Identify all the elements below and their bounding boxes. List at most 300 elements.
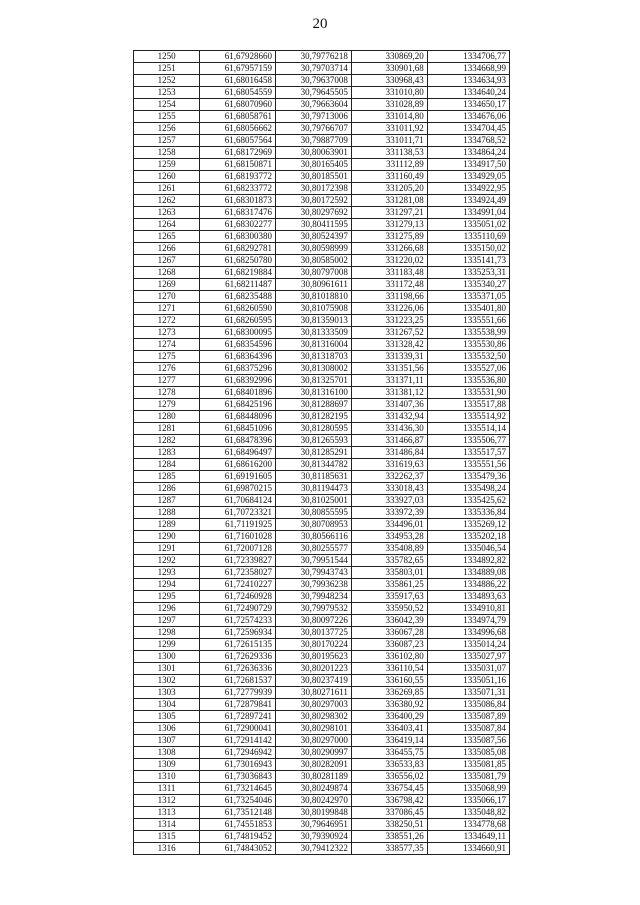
point-number-cell: 1250 bbox=[134, 51, 200, 63]
latitude-cell: 61,68478396 bbox=[200, 435, 276, 447]
x-coordinate-cell: 332262,37 bbox=[351, 471, 427, 483]
x-coordinate-cell: 331011,71 bbox=[351, 135, 427, 147]
point-number-cell: 1282 bbox=[134, 435, 200, 447]
latitude-cell: 61,68070960 bbox=[200, 99, 276, 111]
table-row bbox=[134, 807, 510, 819]
table-row bbox=[134, 75, 510, 87]
longitude-cell: 30,79637008 bbox=[276, 75, 352, 87]
y-coordinate-cell: 1334634,93 bbox=[427, 75, 509, 87]
longitude-cell: 30,81333509 bbox=[276, 327, 352, 339]
x-coordinate-cell: 331267,52 bbox=[351, 327, 427, 339]
longitude-cell: 30,80298302 bbox=[276, 711, 352, 723]
latitude-cell: 61,68058761 bbox=[200, 111, 276, 123]
longitude-cell: 30,80598999 bbox=[276, 243, 352, 255]
longitude-cell: 30,80195623 bbox=[276, 651, 352, 663]
point-number-cell: 1300 bbox=[134, 651, 200, 663]
x-coordinate-cell: 336110,54 bbox=[351, 663, 427, 675]
point-number-cell: 1258 bbox=[134, 147, 200, 159]
y-coordinate-cell: 1335340,27 bbox=[427, 279, 509, 291]
longitude-cell: 30,80298101 bbox=[276, 723, 352, 735]
table-row bbox=[134, 159, 510, 171]
table-row bbox=[134, 51, 510, 63]
longitude-cell: 30,81194473 bbox=[276, 483, 352, 495]
x-coordinate-cell: 331432,94 bbox=[351, 411, 427, 423]
longitude-cell: 30,81280595 bbox=[276, 423, 352, 435]
longitude-cell: 30,80297000 bbox=[276, 735, 352, 747]
x-coordinate-cell: 336042,39 bbox=[351, 615, 427, 627]
y-coordinate-cell: 1335071,31 bbox=[427, 687, 509, 699]
latitude-cell: 61,68302277 bbox=[200, 219, 276, 231]
longitude-cell: 30,81025001 bbox=[276, 495, 352, 507]
point-number-cell: 1273 bbox=[134, 327, 200, 339]
table-row bbox=[134, 711, 510, 723]
point-number-cell: 1274 bbox=[134, 339, 200, 351]
latitude-cell: 61,73512148 bbox=[200, 807, 276, 819]
point-number-cell: 1315 bbox=[134, 831, 200, 843]
table-row bbox=[134, 447, 510, 459]
longitude-cell: 30,79703714 bbox=[276, 63, 352, 75]
table-row bbox=[134, 171, 510, 183]
page-number: 20 bbox=[312, 16, 328, 32]
x-coordinate-cell: 336087,23 bbox=[351, 639, 427, 651]
point-number-cell: 1287 bbox=[134, 495, 200, 507]
x-coordinate-cell: 331297,21 bbox=[351, 207, 427, 219]
point-number-cell: 1301 bbox=[134, 663, 200, 675]
table-row bbox=[134, 195, 510, 207]
point-number-cell: 1292 bbox=[134, 555, 200, 567]
y-coordinate-cell: 1335150,02 bbox=[427, 243, 509, 255]
x-coordinate-cell: 335917,63 bbox=[351, 591, 427, 603]
latitude-cell: 61,72615135 bbox=[200, 639, 276, 651]
latitude-cell: 61,68448096 bbox=[200, 411, 276, 423]
x-coordinate-cell: 331281,08 bbox=[351, 195, 427, 207]
y-coordinate-cell: 1335527,06 bbox=[427, 363, 509, 375]
longitude-cell: 30,81308002 bbox=[276, 363, 352, 375]
point-number-cell: 1298 bbox=[134, 627, 200, 639]
table-row bbox=[134, 783, 510, 795]
y-coordinate-cell: 1334668,99 bbox=[427, 63, 509, 75]
y-coordinate-cell: 1335336,84 bbox=[427, 507, 509, 519]
table-row bbox=[134, 207, 510, 219]
table-row bbox=[134, 219, 510, 231]
x-coordinate-cell: 331220,02 bbox=[351, 255, 427, 267]
y-coordinate-cell: 1335551,66 bbox=[427, 315, 509, 327]
longitude-cell: 30,79948234 bbox=[276, 591, 352, 603]
point-number-cell: 1270 bbox=[134, 291, 200, 303]
latitude-cell: 61,71601028 bbox=[200, 531, 276, 543]
table-row bbox=[134, 327, 510, 339]
longitude-cell: 30,80242970 bbox=[276, 795, 352, 807]
longitude-cell: 30,80566116 bbox=[276, 531, 352, 543]
x-coordinate-cell: 331205,20 bbox=[351, 183, 427, 195]
point-number-cell: 1278 bbox=[134, 387, 200, 399]
point-number-cell: 1271 bbox=[134, 303, 200, 315]
point-number-cell: 1297 bbox=[134, 615, 200, 627]
point-number-cell: 1264 bbox=[134, 219, 200, 231]
y-coordinate-cell: 1335531,90 bbox=[427, 387, 509, 399]
latitude-cell: 61,68235488 bbox=[200, 291, 276, 303]
point-number-cell: 1296 bbox=[134, 603, 200, 615]
x-coordinate-cell: 336754,45 bbox=[351, 783, 427, 795]
x-coordinate-cell: 331279,13 bbox=[351, 219, 427, 231]
table-row bbox=[134, 123, 510, 135]
point-number-cell: 1265 bbox=[134, 231, 200, 243]
x-coordinate-cell: 335782,65 bbox=[351, 555, 427, 567]
y-coordinate-cell: 1335551,56 bbox=[427, 459, 509, 471]
y-coordinate-cell: 1335048,82 bbox=[427, 807, 509, 819]
y-coordinate-cell: 1334704,45 bbox=[427, 123, 509, 135]
latitude-cell: 61,72946942 bbox=[200, 747, 276, 759]
latitude-cell: 61,72681537 bbox=[200, 675, 276, 687]
y-coordinate-cell: 1334864,24 bbox=[427, 147, 509, 159]
longitude-cell: 30,80170224 bbox=[276, 639, 352, 651]
latitude-cell: 61,68260595 bbox=[200, 315, 276, 327]
point-number-cell: 1293 bbox=[134, 567, 200, 579]
latitude-cell: 61,68401896 bbox=[200, 387, 276, 399]
table-row bbox=[134, 483, 510, 495]
latitude-cell: 61,68056662 bbox=[200, 123, 276, 135]
latitude-cell: 61,72629336 bbox=[200, 651, 276, 663]
y-coordinate-cell: 1335086,84 bbox=[427, 699, 509, 711]
point-number-cell: 1275 bbox=[134, 351, 200, 363]
longitude-cell: 30,81318703 bbox=[276, 351, 352, 363]
latitude-cell: 61,68496497 bbox=[200, 447, 276, 459]
point-number-cell: 1280 bbox=[134, 411, 200, 423]
longitude-cell: 30,80271611 bbox=[276, 687, 352, 699]
latitude-cell: 61,68057564 bbox=[200, 135, 276, 147]
x-coordinate-cell: 336380,92 bbox=[351, 699, 427, 711]
point-number-cell: 1304 bbox=[134, 699, 200, 711]
point-number-cell: 1295 bbox=[134, 591, 200, 603]
y-coordinate-cell: 1335517,88 bbox=[427, 399, 509, 411]
table-row bbox=[134, 423, 510, 435]
longitude-cell: 30,81265593 bbox=[276, 435, 352, 447]
y-coordinate-cell: 1334991,04 bbox=[427, 207, 509, 219]
longitude-cell: 30,79646951 bbox=[276, 819, 352, 831]
longitude-cell: 30,80297003 bbox=[276, 699, 352, 711]
y-coordinate-cell: 1334676,06 bbox=[427, 111, 509, 123]
table-row bbox=[134, 291, 510, 303]
y-coordinate-cell: 1334768,52 bbox=[427, 135, 509, 147]
point-number-cell: 1306 bbox=[134, 723, 200, 735]
table-row bbox=[134, 147, 510, 159]
y-coordinate-cell: 1334650,17 bbox=[427, 99, 509, 111]
x-coordinate-cell: 331351,56 bbox=[351, 363, 427, 375]
table-row bbox=[134, 387, 510, 399]
latitude-cell: 61,73214645 bbox=[200, 783, 276, 795]
point-number-cell: 1281 bbox=[134, 423, 200, 435]
y-coordinate-cell: 1334889,08 bbox=[427, 567, 509, 579]
latitude-cell: 61,68219884 bbox=[200, 267, 276, 279]
y-coordinate-cell: 1334778,68 bbox=[427, 819, 509, 831]
y-coordinate-cell: 1334886,22 bbox=[427, 579, 509, 591]
table-row bbox=[134, 627, 510, 639]
table-row bbox=[134, 747, 510, 759]
y-coordinate-cell: 1335066,17 bbox=[427, 795, 509, 807]
point-number-cell: 1305 bbox=[134, 711, 200, 723]
point-number-cell: 1308 bbox=[134, 747, 200, 759]
longitude-cell: 30,81285291 bbox=[276, 447, 352, 459]
x-coordinate-cell: 331371,11 bbox=[351, 375, 427, 387]
table-row bbox=[134, 411, 510, 423]
latitude-cell: 61,72879841 bbox=[200, 699, 276, 711]
latitude-cell: 61,68054559 bbox=[200, 87, 276, 99]
point-number-cell: 1267 bbox=[134, 255, 200, 267]
point-number-cell: 1261 bbox=[134, 183, 200, 195]
y-coordinate-cell: 1335068,99 bbox=[427, 783, 509, 795]
longitude-cell: 30,80199848 bbox=[276, 807, 352, 819]
y-coordinate-cell: 1335536,80 bbox=[427, 375, 509, 387]
longitude-cell: 30,80281189 bbox=[276, 771, 352, 783]
x-coordinate-cell: 331226,06 bbox=[351, 303, 427, 315]
y-coordinate-cell: 1335141,73 bbox=[427, 255, 509, 267]
longitude-cell: 30,80855595 bbox=[276, 507, 352, 519]
point-number-cell: 1283 bbox=[134, 447, 200, 459]
table-row bbox=[134, 471, 510, 483]
latitude-cell: 61,67928660 bbox=[200, 51, 276, 63]
y-coordinate-cell: 1335538,99 bbox=[427, 327, 509, 339]
table-row bbox=[134, 603, 510, 615]
table-row bbox=[134, 519, 510, 531]
longitude-cell: 30,80172398 bbox=[276, 183, 352, 195]
longitude-cell: 30,80297692 bbox=[276, 207, 352, 219]
latitude-cell: 61,68300095 bbox=[200, 327, 276, 339]
point-number-cell: 1279 bbox=[134, 399, 200, 411]
latitude-cell: 61,68300380 bbox=[200, 231, 276, 243]
point-number-cell: 1313 bbox=[134, 807, 200, 819]
point-number-cell: 1309 bbox=[134, 759, 200, 771]
point-number-cell: 1252 bbox=[134, 75, 200, 87]
x-coordinate-cell: 333927,03 bbox=[351, 495, 427, 507]
y-coordinate-cell: 1335087,56 bbox=[427, 735, 509, 747]
x-coordinate-cell: 330869,20 bbox=[351, 51, 427, 63]
y-coordinate-cell: 1335371,05 bbox=[427, 291, 509, 303]
latitude-cell: 61,72410227 bbox=[200, 579, 276, 591]
x-coordinate-cell: 336556,02 bbox=[351, 771, 427, 783]
x-coordinate-cell: 337086,45 bbox=[351, 807, 427, 819]
longitude-cell: 30,79936238 bbox=[276, 579, 352, 591]
latitude-cell: 61,69870215 bbox=[200, 483, 276, 495]
latitude-cell: 61,68616200 bbox=[200, 459, 276, 471]
x-coordinate-cell: 336160,55 bbox=[351, 675, 427, 687]
longitude-cell: 30,80201223 bbox=[276, 663, 352, 675]
longitude-cell: 30,79979532 bbox=[276, 603, 352, 615]
point-number-cell: 1314 bbox=[134, 819, 200, 831]
longitude-cell: 30,80290997 bbox=[276, 747, 352, 759]
longitude-cell: 30,80524397 bbox=[276, 231, 352, 243]
longitude-cell: 30,79663604 bbox=[276, 99, 352, 111]
point-number-cell: 1272 bbox=[134, 315, 200, 327]
longitude-cell: 30,80797008 bbox=[276, 267, 352, 279]
coordinates-table bbox=[133, 50, 510, 855]
latitude-cell: 61,68250780 bbox=[200, 255, 276, 267]
y-coordinate-cell: 1334640,24 bbox=[427, 87, 509, 99]
latitude-cell: 61,72636336 bbox=[200, 663, 276, 675]
table-row bbox=[134, 735, 510, 747]
y-coordinate-cell: 1335202,18 bbox=[427, 531, 509, 543]
table-row bbox=[134, 687, 510, 699]
x-coordinate-cell: 334496,01 bbox=[351, 519, 427, 531]
longitude-cell: 30,80237419 bbox=[276, 675, 352, 687]
latitude-cell: 61,72490729 bbox=[200, 603, 276, 615]
x-coordinate-cell: 331381,12 bbox=[351, 387, 427, 399]
point-number-cell: 1256 bbox=[134, 123, 200, 135]
y-coordinate-cell: 1334974,79 bbox=[427, 615, 509, 627]
x-coordinate-cell: 331275,89 bbox=[351, 231, 427, 243]
y-coordinate-cell: 1334929,05 bbox=[427, 171, 509, 183]
y-coordinate-cell: 1335514,92 bbox=[427, 411, 509, 423]
y-coordinate-cell: 1335532,50 bbox=[427, 351, 509, 363]
x-coordinate-cell: 331011,92 bbox=[351, 123, 427, 135]
x-coordinate-cell: 331266,68 bbox=[351, 243, 427, 255]
table-row bbox=[134, 231, 510, 243]
longitude-cell: 30,81282195 bbox=[276, 411, 352, 423]
point-number-cell: 1291 bbox=[134, 543, 200, 555]
point-number-cell: 1251 bbox=[134, 63, 200, 75]
latitude-cell: 61,74843052 bbox=[200, 843, 276, 855]
latitude-cell: 61,68233772 bbox=[200, 183, 276, 195]
x-coordinate-cell: 330901,68 bbox=[351, 63, 427, 75]
x-coordinate-cell: 336269,85 bbox=[351, 687, 427, 699]
longitude-cell: 30,79412322 bbox=[276, 843, 352, 855]
latitude-cell: 61,68016458 bbox=[200, 75, 276, 87]
point-number-cell: 1266 bbox=[134, 243, 200, 255]
x-coordinate-cell: 331486,84 bbox=[351, 447, 427, 459]
x-coordinate-cell: 338551,26 bbox=[351, 831, 427, 843]
point-number-cell: 1289 bbox=[134, 519, 200, 531]
point-number-cell: 1253 bbox=[134, 87, 200, 99]
y-coordinate-cell: 1335514,14 bbox=[427, 423, 509, 435]
x-coordinate-cell: 331010,80 bbox=[351, 87, 427, 99]
table-row bbox=[134, 843, 510, 855]
y-coordinate-cell: 1334893,63 bbox=[427, 591, 509, 603]
point-number-cell: 1263 bbox=[134, 207, 200, 219]
y-coordinate-cell: 1335014,24 bbox=[427, 639, 509, 651]
x-coordinate-cell: 331407,36 bbox=[351, 399, 427, 411]
longitude-cell: 30,81325701 bbox=[276, 375, 352, 387]
longitude-cell: 30,79887709 bbox=[276, 135, 352, 147]
latitude-cell: 61,68172969 bbox=[200, 147, 276, 159]
latitude-cell: 61,69191605 bbox=[200, 471, 276, 483]
point-number-cell: 1254 bbox=[134, 99, 200, 111]
longitude-cell: 30,80708953 bbox=[276, 519, 352, 531]
table-row bbox=[134, 639, 510, 651]
y-coordinate-cell: 1335031,07 bbox=[427, 663, 509, 675]
table-row bbox=[134, 255, 510, 267]
longitude-cell: 30,80137725 bbox=[276, 627, 352, 639]
point-number-cell: 1257 bbox=[134, 135, 200, 147]
latitude-cell: 61,70684124 bbox=[200, 495, 276, 507]
table-row bbox=[134, 771, 510, 783]
x-coordinate-cell: 336403,41 bbox=[351, 723, 427, 735]
point-number-cell: 1255 bbox=[134, 111, 200, 123]
latitude-cell: 61,72358027 bbox=[200, 567, 276, 579]
longitude-cell: 30,79645505 bbox=[276, 87, 352, 99]
longitude-cell: 30,81316100 bbox=[276, 387, 352, 399]
longitude-cell: 30,80165405 bbox=[276, 159, 352, 171]
longitude-cell: 30,79776218 bbox=[276, 51, 352, 63]
x-coordinate-cell: 331138,53 bbox=[351, 147, 427, 159]
latitude-cell: 61,68301873 bbox=[200, 195, 276, 207]
x-coordinate-cell: 334953,28 bbox=[351, 531, 427, 543]
longitude-cell: 30,81288697 bbox=[276, 399, 352, 411]
latitude-cell: 61,68260590 bbox=[200, 303, 276, 315]
y-coordinate-cell: 1334922,95 bbox=[427, 183, 509, 195]
latitude-cell: 61,68392996 bbox=[200, 375, 276, 387]
y-coordinate-cell: 1335081,79 bbox=[427, 771, 509, 783]
latitude-cell: 61,68211487 bbox=[200, 279, 276, 291]
table-row bbox=[134, 267, 510, 279]
point-number-cell: 1277 bbox=[134, 375, 200, 387]
x-coordinate-cell: 331172,48 bbox=[351, 279, 427, 291]
x-coordinate-cell: 331466,87 bbox=[351, 435, 427, 447]
y-coordinate-cell: 1335269,12 bbox=[427, 519, 509, 531]
latitude-cell: 61,72779939 bbox=[200, 687, 276, 699]
y-coordinate-cell: 1335085,08 bbox=[427, 747, 509, 759]
longitude-cell: 30,81185631 bbox=[276, 471, 352, 483]
x-coordinate-cell: 335408,89 bbox=[351, 543, 427, 555]
y-coordinate-cell: 1334649,11 bbox=[427, 831, 509, 843]
table-row bbox=[134, 363, 510, 375]
x-coordinate-cell: 335950,52 bbox=[351, 603, 427, 615]
longitude-cell: 30,81075908 bbox=[276, 303, 352, 315]
latitude-cell: 61,72900041 bbox=[200, 723, 276, 735]
x-coordinate-cell: 336067,28 bbox=[351, 627, 427, 639]
point-number-cell: 1260 bbox=[134, 171, 200, 183]
x-coordinate-cell: 331014,80 bbox=[351, 111, 427, 123]
y-coordinate-cell: 1335051,16 bbox=[427, 675, 509, 687]
longitude-cell: 30,79713006 bbox=[276, 111, 352, 123]
table-row bbox=[134, 579, 510, 591]
y-coordinate-cell: 1334910,81 bbox=[427, 603, 509, 615]
table-row bbox=[134, 183, 510, 195]
point-number-cell: 1302 bbox=[134, 675, 200, 687]
point-number-cell: 1307 bbox=[134, 735, 200, 747]
x-coordinate-cell: 333018,43 bbox=[351, 483, 427, 495]
table-row bbox=[134, 87, 510, 99]
longitude-cell: 30,80282091 bbox=[276, 759, 352, 771]
point-number-cell: 1316 bbox=[134, 843, 200, 855]
y-coordinate-cell: 1335087,84 bbox=[427, 723, 509, 735]
table-row bbox=[134, 555, 510, 567]
latitude-cell: 61,72914142 bbox=[200, 735, 276, 747]
table-row bbox=[134, 819, 510, 831]
x-coordinate-cell: 331328,42 bbox=[351, 339, 427, 351]
point-number-cell: 1269 bbox=[134, 279, 200, 291]
x-coordinate-cell: 336798,42 bbox=[351, 795, 427, 807]
longitude-cell: 30,79390924 bbox=[276, 831, 352, 843]
point-number-cell: 1284 bbox=[134, 459, 200, 471]
table-row bbox=[134, 675, 510, 687]
table-row bbox=[134, 567, 510, 579]
point-number-cell: 1259 bbox=[134, 159, 200, 171]
longitude-cell: 30,80411595 bbox=[276, 219, 352, 231]
y-coordinate-cell: 1335051,02 bbox=[427, 219, 509, 231]
point-number-cell: 1262 bbox=[134, 195, 200, 207]
latitude-cell: 61,74551853 bbox=[200, 819, 276, 831]
table-row bbox=[134, 759, 510, 771]
y-coordinate-cell: 1335110,69 bbox=[427, 231, 509, 243]
longitude-cell: 30,80185501 bbox=[276, 171, 352, 183]
latitude-cell: 61,73254046 bbox=[200, 795, 276, 807]
longitude-cell: 30,79951544 bbox=[276, 555, 352, 567]
x-coordinate-cell: 336400,29 bbox=[351, 711, 427, 723]
y-coordinate-cell: 1334706,77 bbox=[427, 51, 509, 63]
table-row bbox=[134, 99, 510, 111]
y-coordinate-cell: 1335253,31 bbox=[427, 267, 509, 279]
x-coordinate-cell: 335803,01 bbox=[351, 567, 427, 579]
y-coordinate-cell: 1335517,57 bbox=[427, 447, 509, 459]
